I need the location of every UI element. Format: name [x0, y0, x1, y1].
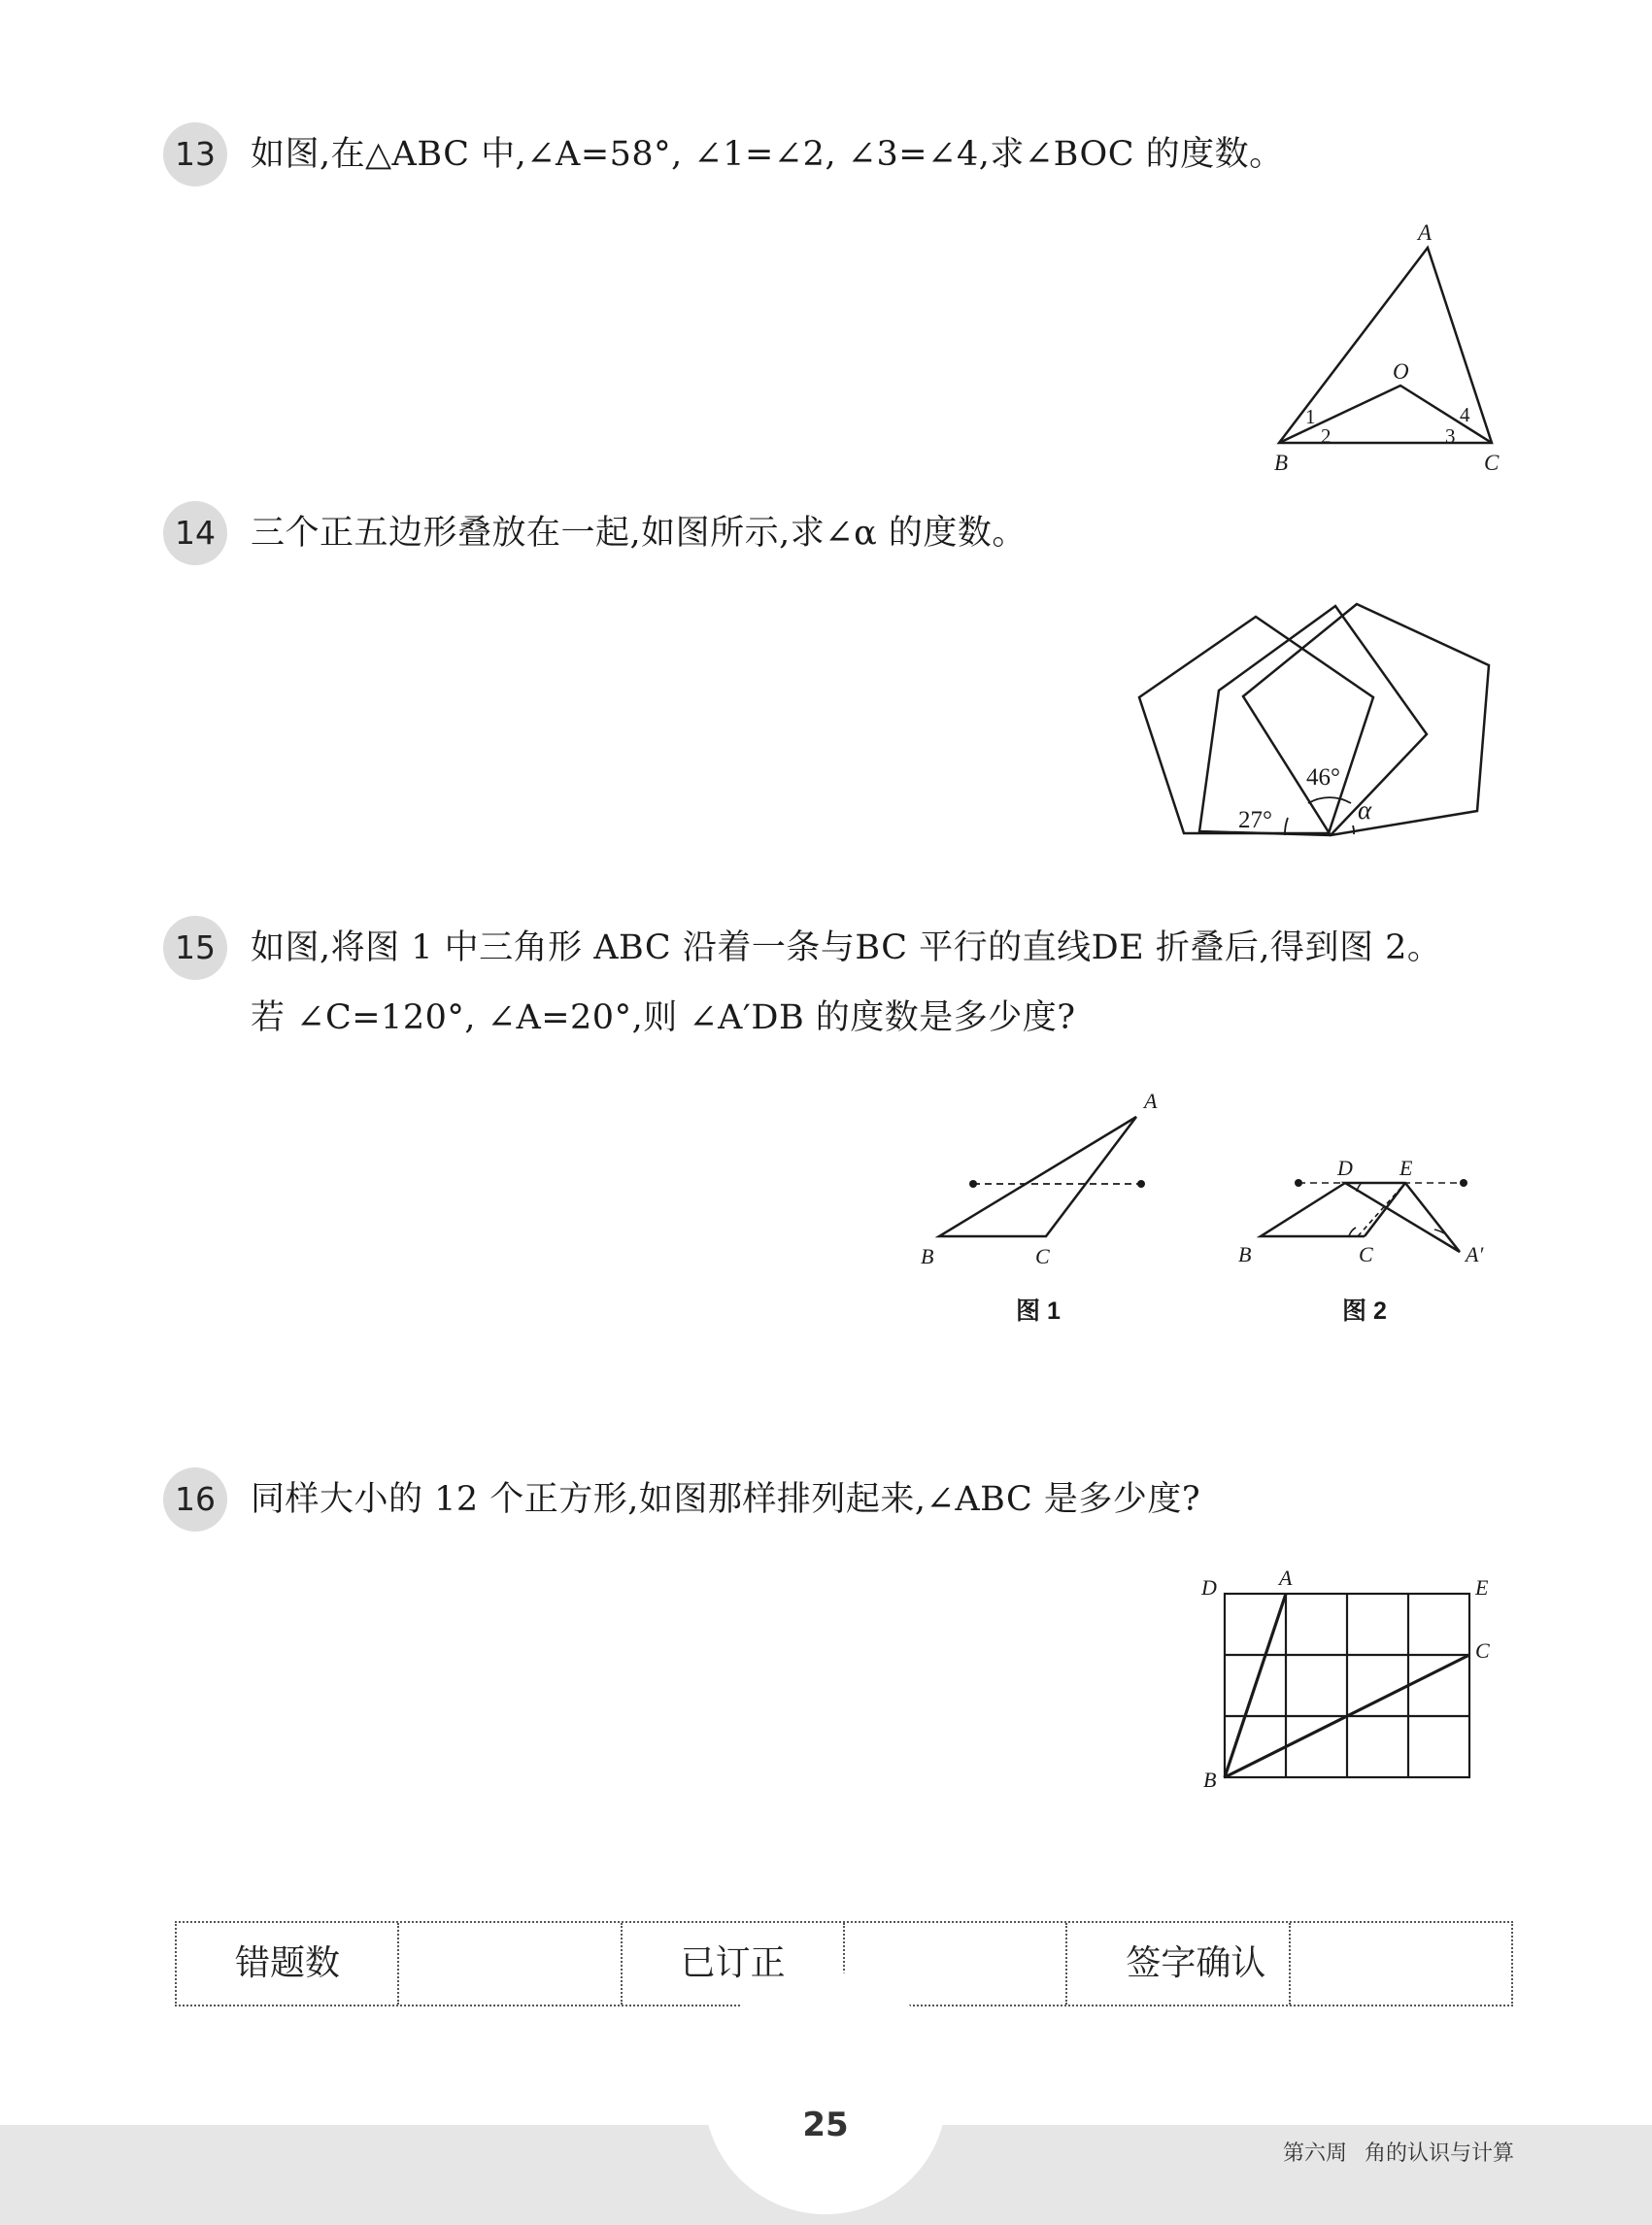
problem-number-badge: 15: [163, 916, 227, 980]
label-46-degrees: 46°: [1306, 764, 1340, 791]
label-27-degrees: 27°: [1238, 807, 1272, 833]
label-a-prime: A′: [1466, 1242, 1484, 1266]
problem-text-line-1: 如图,将图 1 中三角形 ABC 沿着一条与BC 平行的直线DE 折叠后,得到图 2。: [251, 928, 1442, 967]
arc-46: [1308, 797, 1351, 803]
label-c: C: [1359, 1242, 1373, 1266]
fold-figure-1: [913, 1083, 1165, 1277]
label-e: E: [1475, 1575, 1489, 1600]
pentagon-left: [1139, 617, 1373, 833]
label-c: C: [1484, 451, 1500, 475]
figure-1-caption: 图 1: [1016, 1298, 1061, 1325]
label-c: C: [1475, 1638, 1490, 1663]
twelve-squares-figure: [1190, 1562, 1510, 1795]
label-alpha: α: [1358, 795, 1372, 825]
arc-alpha: [1353, 826, 1354, 834]
fold-line-endpoint: [969, 1180, 977, 1188]
label-b: B: [921, 1244, 934, 1268]
wrong-count-label-cell: 错题数: [177, 1923, 399, 2005]
label-b: B: [1238, 1242, 1252, 1266]
problem-number-badge: 13: [163, 122, 227, 186]
signature-field[interactable]: [1291, 1923, 1511, 2005]
footer-topic: 角的认识与计算: [1364, 2141, 1514, 2166]
problem-text: 三个正五边形叠放在一起,如图所示,求∠α 的度数。: [251, 514, 1027, 553]
angle-arc-c: [1349, 1228, 1356, 1236]
triangle-abc-figure: [1263, 223, 1515, 486]
fold-line-endpoint: [1295, 1179, 1302, 1187]
problem-number-badge: 16: [163, 1467, 227, 1532]
footer-week: 第六周: [1282, 2141, 1347, 2166]
label-b: B: [1274, 451, 1289, 475]
label-angle-2: 2: [1321, 424, 1332, 448]
signature-label-cell: 签字确认: [1067, 1923, 1290, 2005]
corrected-label-cell: 已订正: [623, 1923, 845, 2005]
label-a: A: [1144, 1089, 1158, 1113]
three-pentagons-figure: [1131, 597, 1505, 850]
problem-text: 同样大小的 12 个正方形,如图那样排列起来,∠ABC 是多少度?: [251, 1480, 1201, 1519]
page-number: 25: [802, 2106, 849, 2144]
figure-2-caption: 图 2: [1342, 1298, 1387, 1325]
problem-text-line-2: 若 ∠C=120°, ∠A=20°,则 ∠A′DB 的度数是多少度?: [251, 998, 1076, 1037]
label-d: D: [1201, 1575, 1217, 1600]
label-d: D: [1337, 1156, 1353, 1180]
label-a: A: [1279, 1566, 1293, 1590]
label-angle-4: 4: [1460, 403, 1470, 426]
wrong-count-field[interactable]: [399, 1923, 622, 2005]
label-o: O: [1393, 359, 1409, 384]
segments-db-bc: [1261, 1183, 1365, 1236]
problem-text: 如图,在△ABC 中,∠A=58°, ∠1=∠2, ∠3=∠4,求∠BOC 的度数。: [251, 135, 1284, 174]
footer-section-title: [1283, 2133, 1514, 2175]
label-b: B: [1203, 1768, 1217, 1792]
triangle-abc: [939, 1117, 1136, 1236]
fold-figure-2: [1229, 1146, 1510, 1277]
label-angle-1: 1: [1305, 405, 1316, 428]
label-a: A: [1418, 223, 1433, 245]
fold-line-endpoint: [1460, 1179, 1467, 1187]
label-angle-3: 3: [1445, 424, 1456, 448]
label-e: E: [1399, 1156, 1413, 1180]
fold-line-endpoint: [1137, 1180, 1145, 1188]
label-c: C: [1035, 1244, 1050, 1268]
page-number-circle: [704, 1972, 947, 2214]
problem-number-badge: 14: [163, 501, 227, 565]
